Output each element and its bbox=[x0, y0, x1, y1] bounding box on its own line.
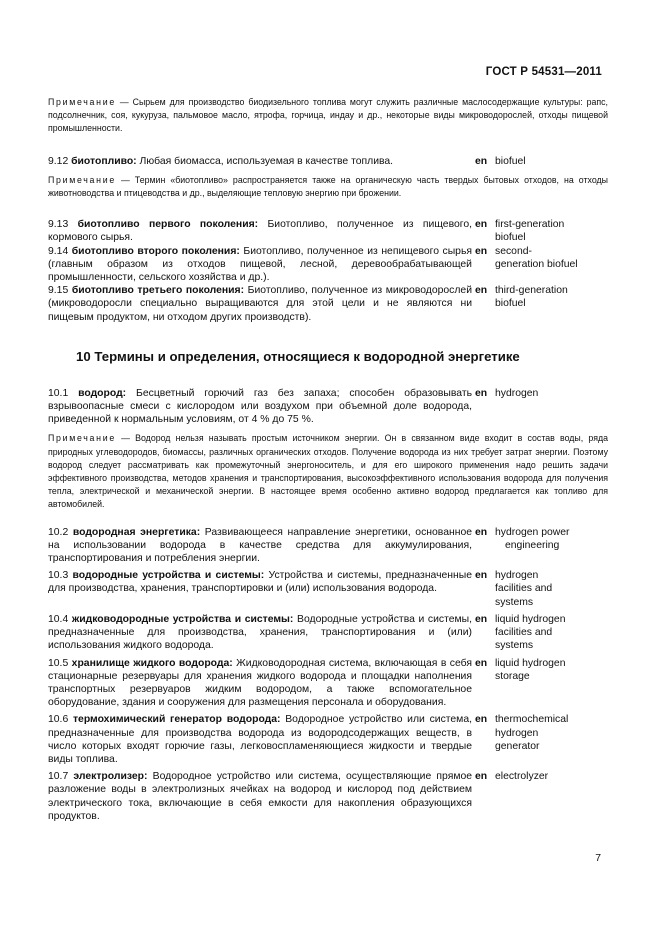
language-code: en bbox=[475, 285, 488, 297]
term-name: жидководородные устройства и системы: bbox=[71, 613, 294, 625]
language-code: en bbox=[475, 771, 488, 783]
language-code: en bbox=[475, 387, 488, 399]
term-name: хранилище жидкого водорода: bbox=[71, 657, 233, 669]
equivalent-line: third-generation bbox=[495, 285, 568, 297]
section-title: 10 Термины и определения, относящиеся к водородной энергетике bbox=[76, 348, 520, 364]
term-10-5 bbox=[48, 657, 608, 710]
language-code: en bbox=[475, 245, 488, 257]
term-10-3 bbox=[48, 569, 608, 609]
term-number: 10.4 bbox=[48, 613, 69, 625]
equivalent-line: hydrogen bbox=[495, 570, 539, 582]
term-definition: Развивающееся направление энергетики, основанное на использовании водорода в качестве средства для аккумулирования, транспортирования и потребления энергии. bbox=[48, 526, 473, 565]
english-equivalent bbox=[495, 284, 607, 324]
term-definition: Биотопливо, полученное из непищевого сырья (главным образом из отходов пищевой, лесной, деревообрабатывающей промышленности, сельского хозяйства и др.). bbox=[48, 245, 473, 284]
equivalent-line: first-generation bbox=[495, 219, 565, 231]
term-definition: Биотопливо, полученное из микроводорослей (микроводоросли специально выращиваются для этой цели и не являются ни пищевым продуктом, ни отходом других производств). bbox=[48, 285, 473, 323]
term-name: биотопливо второго поколения: bbox=[71, 245, 240, 257]
note-biofuel-scope bbox=[48, 174, 608, 200]
equivalent-line: engineering bbox=[505, 539, 560, 551]
term-definition: Водородное устройство или система, осуществляющие прямое разложение воды в электролизных ячейках на водород и кислород под действием электрического тока, включающие в себя емкости для накопления образующихся продуктов. bbox=[48, 771, 473, 822]
term-name: водородные устройства и системы: bbox=[72, 570, 265, 582]
term-number: 10.5 bbox=[48, 657, 69, 669]
note-hydrogen bbox=[48, 432, 608, 511]
equivalent-line: liquid hydrogen bbox=[495, 613, 566, 625]
term-number: 9.14 bbox=[48, 245, 69, 257]
english-equivalent bbox=[495, 245, 607, 285]
language-code: en bbox=[475, 155, 488, 167]
term-number: 9.12 bbox=[48, 155, 69, 167]
term-10-2 bbox=[48, 526, 608, 566]
term-definition: Бесцветный горючий газ без запаха; способен образовывать взрывоопасные смеси с кислородом или воздухом при объемной доле водорода, приведенной к нормальным условиям, от 4 % до 75 %. bbox=[48, 387, 472, 426]
language-code: en bbox=[475, 219, 488, 231]
english-equivalent bbox=[495, 770, 607, 823]
language-code: en bbox=[475, 714, 488, 726]
language-code: en bbox=[475, 613, 488, 625]
term-name: термохимический генератор водорода: bbox=[72, 714, 281, 726]
term-9-12 bbox=[48, 155, 608, 168]
equivalent-line: storage bbox=[495, 670, 530, 682]
term-name: электролизер: bbox=[73, 771, 148, 783]
english-equivalent bbox=[495, 155, 607, 168]
note-label: Примечание bbox=[48, 97, 116, 107]
term-definition: Устройства и системы, предназначенные для производства, хранения, транспортировки и (или) использования водорода. bbox=[48, 570, 473, 595]
language-code: en bbox=[475, 657, 488, 669]
language-code: en bbox=[475, 570, 488, 582]
term-10-6 bbox=[48, 713, 608, 766]
equivalent-line: facilities and bbox=[495, 583, 553, 595]
term-definition: Биотопливо, полученное из пищевого, кормового сырья. bbox=[48, 219, 472, 244]
term-name: биотопливо первого поколения: bbox=[77, 219, 259, 231]
equivalent-line: generation biofuel bbox=[495, 258, 578, 270]
term-number: 9.13 bbox=[48, 219, 69, 231]
note-label: Примечание bbox=[48, 174, 116, 185]
note-text: — Термин «биотопливо» распространяется также на органическую часть твердых бытовых отходов, на отходы животноводства и птицеводства и др., выделяющие тепловую энергию при брожении. bbox=[48, 174, 608, 199]
term-9-14 bbox=[48, 245, 608, 285]
equivalent-line: thermochemical bbox=[495, 714, 569, 726]
term-9-13 bbox=[48, 218, 608, 244]
term-definition: Водородное устройство или система, предназначенные для производства водорода из водородсодержащих веществ, в число которых входят горючие газы, легковоспламеняющиеся жидкости и твердые виды топлива. bbox=[48, 714, 472, 765]
term-number: 10.1 bbox=[48, 387, 69, 399]
note-text: — Сырьем для производство биодизельного топлива могут служить различные маслосодержащие культуры: рапс, подсолнечник, соя, кукуруза, пальмовое масло, ятрофа, горчица, индау и др., некоторые виды микроводорослей, отходы пищевой промышленности. bbox=[48, 97, 609, 134]
term-name: водородная энергетика: bbox=[72, 526, 201, 538]
english-equivalent bbox=[495, 613, 607, 653]
equivalent-line: systems bbox=[495, 640, 534, 652]
language-code: en bbox=[475, 526, 488, 538]
equivalent-line: liquid hydrogen bbox=[495, 657, 566, 669]
equivalent-line: hydrogen bbox=[495, 387, 539, 399]
term-name: биотопливо третьего поколения: bbox=[71, 285, 245, 297]
english-equivalent bbox=[495, 657, 607, 710]
document-body bbox=[48, 96, 608, 823]
english-equivalent bbox=[495, 218, 607, 244]
equivalent-line: biofuel bbox=[495, 155, 526, 167]
term-number: 10.2 bbox=[48, 526, 69, 538]
equivalent-line: systems bbox=[495, 596, 534, 608]
term-number: 9.15 bbox=[48, 285, 69, 297]
page-number: 7 bbox=[595, 853, 601, 864]
note-text: — Водород нельзя называть простым источником энергии. Он в связанном виде входит в состав воды, ряда природных углеводородов, биомассы, различных органических отходов. Получение водорода из них требует затрат энергии. Поэтому водород следует рассматривать как промежуточный энергоноситель, и для его широкого применения надо решить задачи эффективного производства, методов хранения и транспортирования, высокоэффективного использования водорода для получения тепла, электрической и механической энергии. В настоящее время особенно активно водород предлагается как топливо для автомобилей. bbox=[48, 433, 608, 510]
equivalent-line: hydrogen bbox=[495, 727, 539, 739]
equivalent-line: hydrogen power bbox=[495, 526, 570, 538]
equivalent-line: biofuel bbox=[495, 232, 526, 244]
term-10-1 bbox=[48, 387, 608, 427]
term-number: 10.7 bbox=[48, 771, 69, 783]
equivalent-line: facilities and bbox=[495, 627, 553, 639]
equivalent-line: electrolyzer bbox=[495, 771, 549, 783]
equivalent-line: generator bbox=[495, 740, 540, 752]
term-10-7 bbox=[48, 770, 608, 823]
note-feedstock bbox=[48, 96, 608, 136]
english-equivalent bbox=[495, 569, 607, 609]
term-number: 10.3 bbox=[48, 570, 69, 582]
term-name: биотопливо: bbox=[71, 155, 137, 167]
english-equivalent bbox=[495, 713, 607, 766]
term-9-15 bbox=[48, 284, 608, 324]
note-label: Примечание bbox=[48, 433, 116, 444]
term-definition: Любая биомасса, используемая в качестве топлива. bbox=[139, 155, 394, 167]
term-10-4 bbox=[48, 613, 608, 653]
term-definition: Водородные устройства и системы, предназначенные для производства, хранения, транспортирования и (или) использования жидкого водорода. bbox=[48, 613, 473, 652]
term-name: водород: bbox=[78, 387, 127, 399]
document-header: ГОСТ Р 54531—2011 bbox=[485, 66, 602, 78]
term-number: 10.6 bbox=[48, 714, 69, 726]
equivalent-line: second- bbox=[495, 245, 532, 257]
term-definition: Жидководородная система, включающая в себя стационарные резервуары для хранения жидкого водорода и площадки наполнения транспортных резервуаров жидким водородом, а также вспомогательное оборудование, здания и сооружения для размещения персонала и оборудования. bbox=[48, 657, 473, 709]
english-equivalent bbox=[495, 526, 607, 566]
english-equivalent bbox=[495, 387, 607, 427]
equivalent-line: biofuel bbox=[495, 298, 526, 310]
